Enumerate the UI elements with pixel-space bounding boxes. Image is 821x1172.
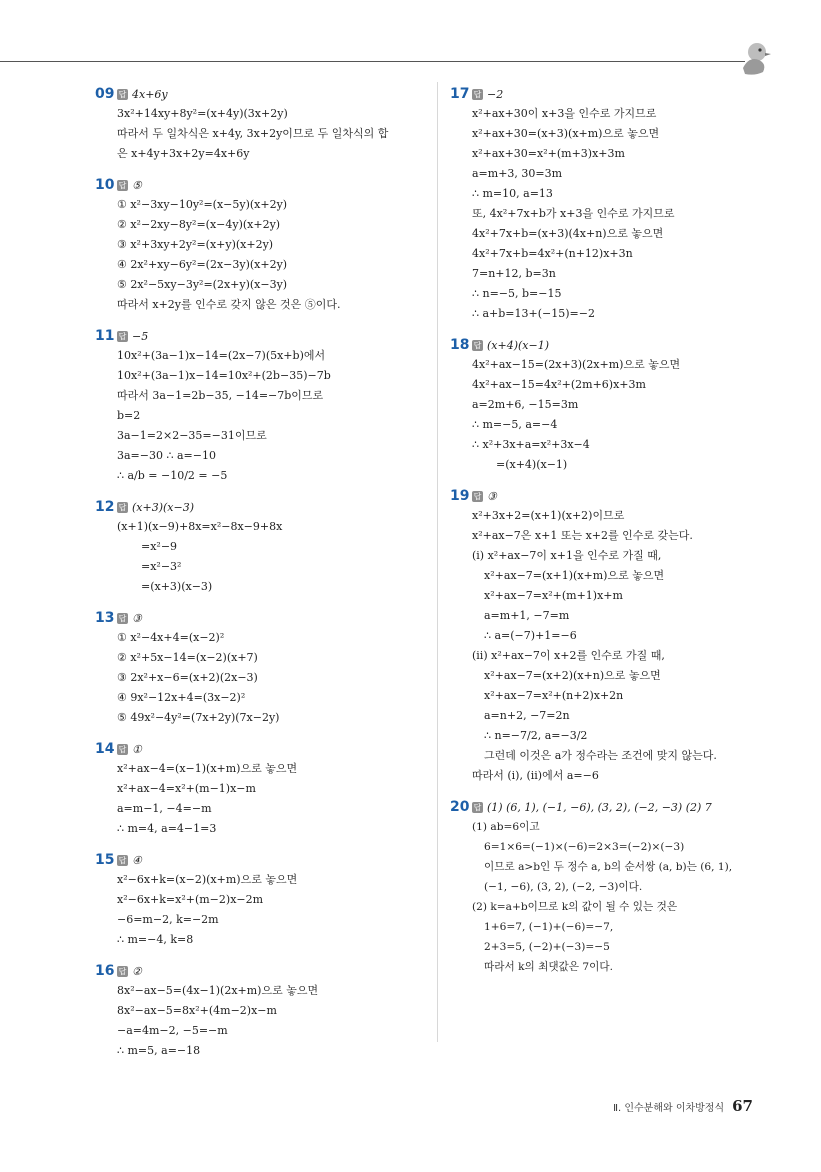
answer-text: ③ <box>487 489 497 503</box>
solution-line: a=m+1, −7=m <box>484 609 570 622</box>
problem-12 <box>95 497 425 597</box>
problem-number: 15 <box>95 852 115 868</box>
answer-text: ② <box>132 964 142 978</box>
solution-line: ⑤ 49x²−4y²=(7x+2y)(7x−2y) <box>117 711 280 724</box>
problem-number: 18 <box>450 337 470 353</box>
problem-20 <box>450 797 780 977</box>
problem-14 <box>95 739 425 839</box>
solution-line: ∴ a+b=13+(−15)=−2 <box>472 307 595 320</box>
problem-number: 16 <box>95 963 115 979</box>
solution-line: 4x²+7x+b=4x²+(n+12)x+3n <box>472 247 633 260</box>
solution-line: x²+ax−7은 x+1 또는 x+2를 인수로 갖는다. <box>472 529 693 542</box>
solution-line: (−1, −6), (3, 2), (−2, −3)이다. <box>484 881 643 893</box>
problem-header <box>95 739 425 759</box>
solution-line: 8x²−ax−5=(4x−1)(2x+m)으로 놓으면 <box>117 984 319 997</box>
problem-18 <box>450 335 780 475</box>
problem-header <box>95 608 425 628</box>
answer-text: 4x+6y <box>132 87 168 101</box>
problem-header <box>95 175 425 195</box>
solution-lines <box>450 104 780 324</box>
page-footer <box>613 1097 753 1115</box>
problem-header <box>450 335 780 355</box>
answer-badge-icon: 답 <box>118 180 127 190</box>
solution-line: =(x+3)(x−3) <box>141 580 213 593</box>
solution-line: 1+6=7, (−1)+(−6)=−7, <box>484 921 614 933</box>
problem-number: 13 <box>95 610 115 626</box>
solution-line: −6=m−2, k=−2m <box>117 913 219 926</box>
solution-line: ③ x²+3xy+2y²=(x+y)(x+2y) <box>117 238 274 251</box>
solution-line: 따라서 k의 최댓값은 7이다. <box>484 961 613 973</box>
solution-line: 따라서 두 일차식은 x+4y, 3x+2y이므로 두 일차식의 합 <box>117 127 389 140</box>
answer-badge-icon: 답 <box>473 802 482 812</box>
solution-line: x²+ax+30=(x+3)(x+m)으로 놓으면 <box>472 127 660 140</box>
solution-lines <box>95 628 425 728</box>
answer-text: ③ <box>132 611 142 625</box>
answer-text: ⑤ <box>132 178 142 192</box>
solution-line: ∴ m=−5, a=−4 <box>472 418 558 431</box>
solution-line: 따라서 (ⅰ), (ⅱ)에서 a=−6 <box>472 769 599 782</box>
problem-15 <box>95 850 425 950</box>
answer-badge-icon: 답 <box>473 491 482 501</box>
problem-number: 11 <box>95 328 115 344</box>
solution-line: 따라서 x+2y를 인수로 갖지 않은 것은 ⑤이다. <box>117 298 341 311</box>
problem-17 <box>450 84 780 324</box>
solution-line: 6=1×6=(−1)×(−6)=2×3=(−2)×(−3) <box>484 841 685 853</box>
problem-header <box>95 961 425 981</box>
solution-line: =(x+4)(x−1) <box>496 458 568 471</box>
solution-line: (1) ab=6이고 <box>472 821 540 833</box>
problem-header <box>450 486 780 506</box>
solution-line: 3a=−30 ∴ a=−10 <box>117 449 216 462</box>
solution-line: x²+ax−7=(x+1)(x+m)으로 놓으면 <box>484 569 665 582</box>
problem-header <box>95 84 425 104</box>
solution-lines <box>95 195 425 315</box>
solution-line: ② x²+5x−14=(x−2)(x+7) <box>117 651 258 664</box>
answer-badge-icon: 답 <box>473 89 482 99</box>
solution-line: 10x²+(3a−1)x−14=10x²+(2b−35)−7b <box>117 369 331 382</box>
solution-line: ∴ n=−7/2, a=−3/2 <box>484 729 588 742</box>
chapter-title: Ⅱ. 인수분해와 이차방정식 <box>613 1103 725 1114</box>
solution-line: a=m−1, −4=−m <box>117 802 212 815</box>
solution-line: x²+3x+2=(x+1)(x+2)이므로 <box>472 509 625 522</box>
problem-19 <box>450 486 780 786</box>
solution-lines <box>95 870 425 950</box>
solution-line: 4x²+ax−15=4x²+(2m+6)x+3m <box>472 378 646 391</box>
solution-line: ∴ m=5, a=−18 <box>117 1044 201 1057</box>
solution-line: (x+1)(x−9)+8x=x²−8x−9+8x <box>117 520 283 533</box>
solution-line: ∴ m=4, a=4−1=3 <box>117 822 217 835</box>
solution-line: ∴ a/b = −10/2 = −5 <box>117 469 228 482</box>
solution-line: 또, 4x²+7x+b가 x+3을 인수로 가지므로 <box>472 207 675 220</box>
answer-badge-icon: 답 <box>118 855 127 865</box>
solution-lines <box>95 346 425 486</box>
solution-lines <box>450 355 780 475</box>
solution-line: 이므로 a>b인 두 정수 a, b의 순서쌍 (a, b)는 (6, 1), <box>484 861 733 873</box>
column-divider <box>437 82 438 1042</box>
problem-13 <box>95 608 425 728</box>
problem-number: 19 <box>450 488 470 504</box>
solution-line: ∴ m=10, a=13 <box>472 187 553 200</box>
solution-line: x²+ax−7=x²+(m+1)x+m <box>484 589 623 602</box>
solution-line: ∴ x²+3x+a=x²+3x−4 <box>472 438 590 451</box>
solution-line: ∴ m=−4, k=8 <box>117 933 194 946</box>
solution-line: 2+3=5, (−2)+(−3)=−5 <box>484 941 610 953</box>
solution-line: 은 x+4y+3x+2y=4x+6y <box>117 147 250 160</box>
solution-line: a=2m+6, −15=3m <box>472 398 579 411</box>
solution-line: ④ 9x²−12x+4=(3x−2)² <box>117 691 246 704</box>
solution-line: x²−6x+k=(x−2)(x+m)으로 놓으면 <box>117 873 298 886</box>
solution-line: a=n+2, −7=2n <box>484 709 570 722</box>
solution-line: a=m+3, 30=3m <box>472 167 563 180</box>
answer-text: (x+3)(x−3) <box>132 500 195 514</box>
solution-line: x²+ax+30=x²+(m+3)x+3m <box>472 147 625 160</box>
problem-header <box>95 326 425 346</box>
answer-badge-icon: 답 <box>118 613 127 623</box>
solution-lines <box>450 506 780 786</box>
solution-line: 4x²+7x+b=(x+3)(4x+n)으로 놓으면 <box>472 227 664 240</box>
problem-number: 14 <box>95 741 115 757</box>
solution-line: 8x²−ax−5=8x²+(4m−2)x−m <box>117 1004 277 1017</box>
solution-line: 3x²+14xy+8y²=(x+4y)(3x+2y) <box>117 107 288 120</box>
problem-header <box>450 797 780 817</box>
answer-text: (1) (6, 1), (−1, −6), (3, 2), (−2, −3) (2) 7 <box>487 800 712 814</box>
problem-11 <box>95 326 425 486</box>
solution-line: 따라서 3a−1=2b−35, −14=−7b이므로 <box>117 389 324 402</box>
solution-line: 그런데 이것은 a가 정수라는 조건에 맞지 않는다. <box>484 749 717 762</box>
problem-10 <box>95 175 425 315</box>
solution-line: 10x²+(3a−1)x−14=(2x−7)(5x+b)에서 <box>117 349 326 362</box>
answer-badge-icon: 답 <box>118 966 127 976</box>
answer-text: −5 <box>132 329 149 343</box>
header-rule <box>0 61 745 62</box>
problem-header <box>95 497 425 517</box>
solution-line: −a=4m−2, −5=−m <box>117 1024 228 1037</box>
solution-line: 7=n+12, b=3n <box>472 267 556 280</box>
answer-text: ④ <box>132 853 142 867</box>
problem-number: 20 <box>450 799 470 815</box>
solution-line: x²−6x+k=x²+(m−2)x−2m <box>117 893 264 906</box>
problem-number: 10 <box>95 177 115 193</box>
solution-line: ① x²−3xy−10y²=(x−5y)(x+2y) <box>117 198 288 211</box>
answer-badge-icon: 답 <box>118 89 127 99</box>
solution-line: ④ 2x²+xy−6y²=(2x−3y)(x+2y) <box>117 258 288 271</box>
solution-line: ⑤ 2x²−5xy−3y²=(2x+y)(x−3y) <box>117 278 288 291</box>
solution-line: x²+ax+30이 x+3을 인수로 가지므로 <box>472 107 657 120</box>
answer-badge-icon: 답 <box>118 744 127 754</box>
solution-line: x²+ax−4=(x−1)(x+m)으로 놓으면 <box>117 762 298 775</box>
solution-line: (ⅱ) x²+ax−7이 x+2를 인수로 가질 때, <box>472 649 665 662</box>
problem-header <box>95 850 425 870</box>
solution-line: =x²−3² <box>141 560 182 573</box>
solution-lines <box>450 817 780 977</box>
answer-text: (x+4)(x−1) <box>487 338 550 352</box>
solution-line: (2) k=a+b이므로 k의 값이 될 수 있는 것은 <box>472 901 678 913</box>
answer-badge-icon: 답 <box>118 502 127 512</box>
answer-text: −2 <box>487 87 504 101</box>
problem-number: 09 <box>95 86 115 102</box>
solution-line: x²+ax−7=x²+(n+2)x+2n <box>484 689 624 702</box>
solution-line: (ⅰ) x²+ax−7이 x+1을 인수로 가질 때, <box>472 549 662 562</box>
solution-line: ① x²−4x+4=(x−2)² <box>117 631 225 644</box>
solution-line: x²+ax−4=x²+(m−1)x−m <box>117 782 256 795</box>
solution-lines <box>95 759 425 839</box>
solution-line: =x²−9 <box>141 540 178 553</box>
problem-header <box>450 84 780 104</box>
left-column <box>95 84 425 1072</box>
problem-16 <box>95 961 425 1061</box>
solution-line: ∴ a=(−7)+1=−6 <box>484 629 577 642</box>
solution-lines <box>95 517 425 597</box>
solution-line: ② x²−2xy−8y²=(x−4y)(x+2y) <box>117 218 281 231</box>
solution-line: x²+ax−7=(x+2)(x+n)으로 놓으면 <box>484 669 661 682</box>
problem-number: 17 <box>450 86 470 102</box>
problem-09 <box>95 84 425 164</box>
solution-line: ∴ n=−5, b=−15 <box>472 287 562 300</box>
solution-line: b=2 <box>117 409 141 422</box>
answer-text: ① <box>132 742 142 756</box>
mascot-icon <box>733 38 773 78</box>
solution-line: ③ 2x²+x−6=(x+2)(2x−3) <box>117 671 258 684</box>
solution-lines <box>95 104 425 164</box>
solution-lines <box>95 981 425 1061</box>
answer-badge-icon: 답 <box>473 340 482 350</box>
problem-number: 12 <box>95 499 115 515</box>
page-number: 67 <box>732 1097 753 1115</box>
solution-line: 4x²+ax−15=(2x+3)(2x+m)으로 놓으면 <box>472 358 681 371</box>
right-column <box>450 84 780 988</box>
solution-line: 3a−1=2×2−35=−31이므로 <box>117 429 267 442</box>
answer-badge-icon: 답 <box>118 331 127 341</box>
